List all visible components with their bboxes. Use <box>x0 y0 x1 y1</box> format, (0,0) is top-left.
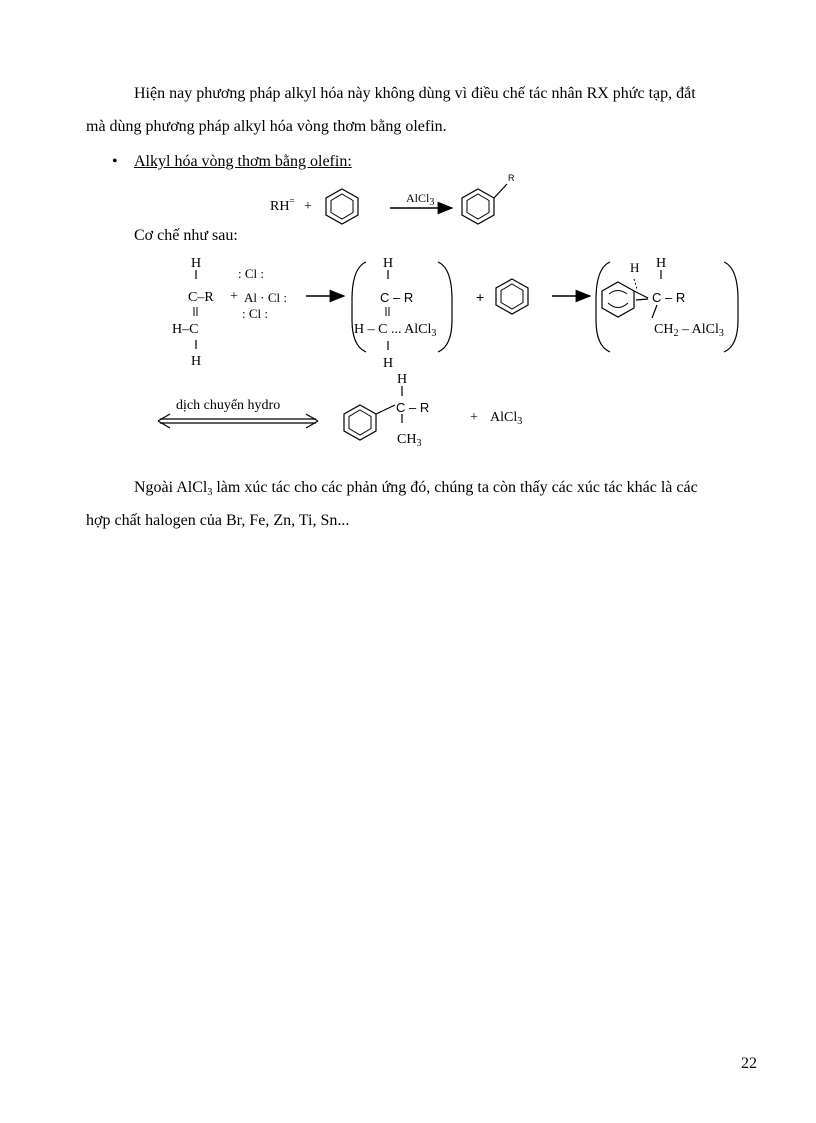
hydrogen-shift-label: dịch chuyển hydro <box>176 398 281 413</box>
s2-c-r: C – R <box>380 290 414 305</box>
s1-plus: + <box>230 289 238 304</box>
s1-cl-top: : Cl : <box>238 266 265 281</box>
product-c-r: C – R <box>396 400 430 415</box>
product-h: H <box>397 372 408 387</box>
s2-h-bottom: H <box>383 356 394 371</box>
mechanism-intro: Cơ chế như sau: <box>134 227 238 244</box>
equilibrium-arrow <box>158 414 318 428</box>
product-plus: + <box>470 410 478 425</box>
reactant-rh: RH= <box>270 196 295 214</box>
benzene-ring-reactant <box>326 189 358 224</box>
paragraph-2-line-1: Ngoài AlCl$_3$ làm xúc tác cho các phản ứng đó, chúng ta còn thấy các xúc tác khác là các <box>134 479 698 498</box>
s2-h-c-alcl3: H – C ... AlCl$_3$ <box>354 322 437 339</box>
s3-h2: H <box>656 256 667 271</box>
benzene-ring-product <box>462 184 507 224</box>
page-number: 22 <box>741 1055 757 1072</box>
s1-cl-bottom: : Cl : <box>242 306 269 321</box>
paragraph-1-line-1: Hiện nay phương pháp alkyl hóa này không dùng vì điều chế tác nhân RX phức tạp, đắt <box>134 85 696 102</box>
plus-sign-1: + <box>304 199 312 214</box>
bullet-symbol: • <box>112 153 118 170</box>
s1-h-c: H–C <box>172 322 199 337</box>
product-ch3: $CH_3$ <box>397 432 422 449</box>
s3-h1: H <box>630 260 640 275</box>
mechanism-plus: + <box>476 289 485 305</box>
paragraph-1-line-2: mà dùng phương pháp alkyl hóa vòng thơm bằng olefin. <box>86 118 447 135</box>
s3-c-r: C – R <box>652 290 686 305</box>
s1-h-bottom: H <box>191 354 202 369</box>
s1-al-cl: Al · Cl : <box>244 290 287 305</box>
section-heading: Alkyl hóa vòng thơm bằng olefin: <box>134 153 352 170</box>
s3-ch2-alcl3: $CH_2$ – AlCl$_3$ <box>654 322 724 339</box>
substituent-r: R <box>508 173 515 183</box>
s1-h-top: H <box>191 256 202 271</box>
benzene-ring-mechanism <box>496 279 528 314</box>
s2-h-top: H <box>383 256 394 271</box>
structure-2-brackets <box>352 262 452 352</box>
s1-c-r: C–R <box>188 290 214 305</box>
paragraph-2-line-2: hợp chất halogen của Br, Fe, Zn, Ti, Sn... <box>86 512 350 529</box>
catalyst-label: AlCl$_3$ <box>406 191 435 208</box>
product-alcl3: AlCl$_3$ <box>490 410 523 427</box>
benzene-ring-final-product <box>344 386 402 440</box>
